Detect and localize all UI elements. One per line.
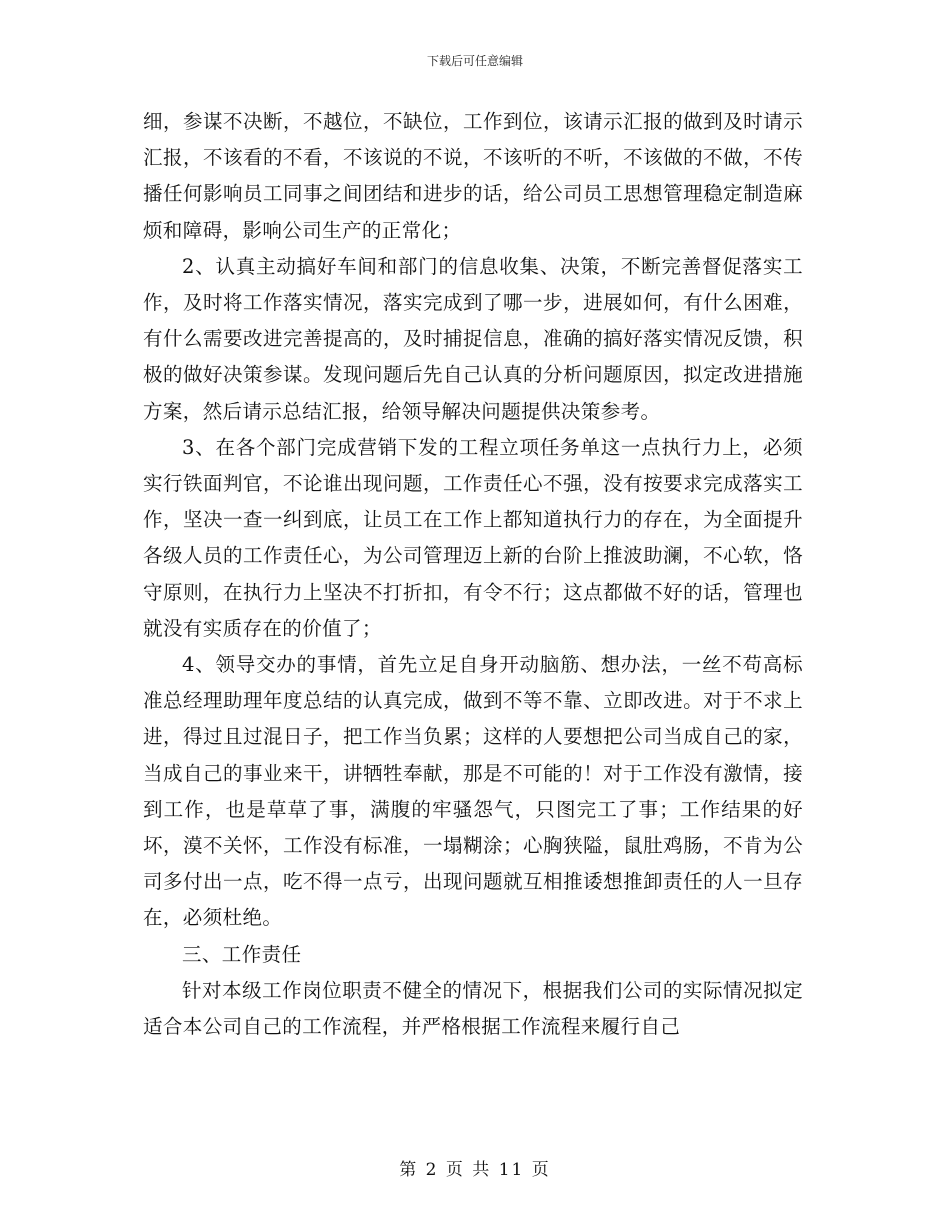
paragraph-section-intro: 针对本级工作岗位职责不健全的情况下，根据我们公司的实际情况拟定适合本公司自己的工作流程，并严格根据工作流程来履行自己 [143, 978, 803, 1039]
page-number-footer: 第 2 页 共 11 页 [399, 1160, 551, 1180]
document-body [143, 104, 803, 1045]
paragraph-item-3: 3、在各个部门完成营销下发的工程立项任务单这一点执行力上，必须实行铁面判官，不论谁出现问题，工作责任心不强，没有按要求完成落实工作，坚决一查一纠到底，让员工在工作上都知道执行力的存在，为全面提升各级人员的工作责任心，为公司管理迈上新的台阶上推波助澜，不心软，恪守原则，在执行力上坚决不打折扣，有令不行；这点都做不好的话，管理也就没有实质存在的价值了； [143, 435, 803, 640]
section-heading: 三、工作责任 [182, 942, 302, 966]
paragraph-continuation: 细，参谋不决断，不越位，不缺位，工作到位，该请示汇报的做到及时请示汇报，不该看的不看，不该说的不说，不该听的不听，不该做的不做，不传播任何影响员工同事之间团结和进步的话，给公司员工思想管理稳定制造麻烦和障碍，影响公司生产的正常化； [143, 110, 803, 242]
page-header: 下载后可任意编辑 [426, 54, 523, 68]
paragraph-item-4: 4、领导交办的事情，首先立足自身开动脑筋、想办法，一丝不苟高标准总经理助理年度总结的认真完成，做到不等不靠、立即改进。对于不求上进，得过且过混日子，把工作当负累；这样的人要想把公司当成自己的家，当成自己的事业来干，讲牺牲奉献，那是不可能的！对于工作没有激情，接到工作，也是草草了事，满腹的牢骚怨气，只图完工了事；工作结果的好坏，漠不关怀，工作没有标准，一塌糊涂；心胸狭隘，鼠肚鸡肠，不肯为公司多付出一点，吃不得一点亏，出现问题就互相推诿想推卸责任的人一旦存在，必须杜绝。 [143, 653, 803, 930]
paragraph-item-2: 2、认真主动搞好车间和部门的信息收集、决策，不断完善督促落实工作，及时将工作落实情况，落实完成到了哪一步，进展如何，有什么困难，有什么需要改进完善提高的，及时捕捉信息，准确的搞好落实情况反馈，积极的做好决策参谋。发现问题后先自己认真的分析问题原因，拟定改进措施方案，然后请示总结汇报，给领导解决问题提供决策参考。 [143, 254, 803, 423]
